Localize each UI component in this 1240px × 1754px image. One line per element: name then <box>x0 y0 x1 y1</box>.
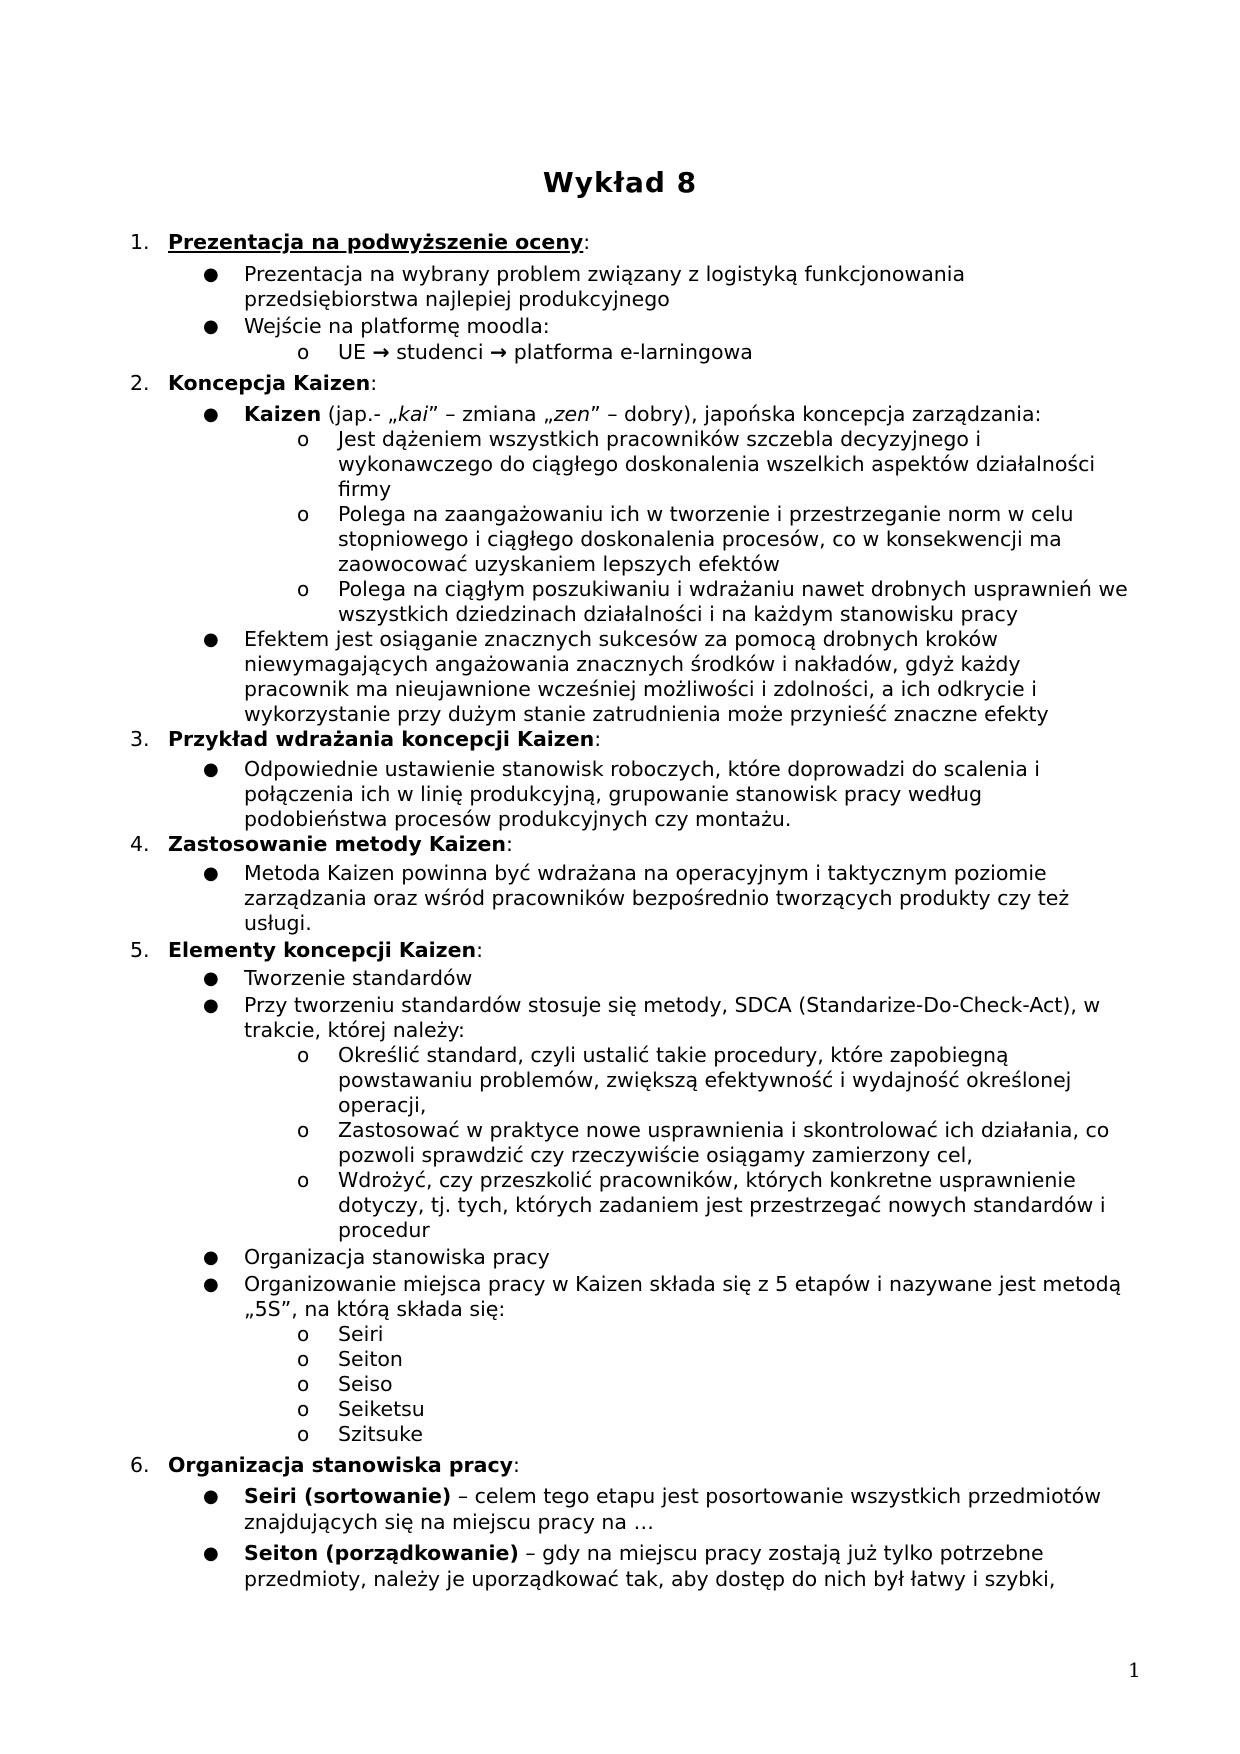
text-line: usługi. <box>244 911 312 935</box>
arrow-right-icon: → <box>490 340 508 364</box>
text-line: Organizowanie miejsca pracy w Kaizen składa się z 5 etapów i nazywane jest metodą <box>244 1272 1122 1296</box>
text-line: zarządzania oraz wśród pracowników bezpośrednio tworzących produkty czy też <box>244 886 1070 910</box>
text-line: Polega na ciągłym poszukiwaniu i wdrażaniu nawet drobnych usprawnień we <box>338 577 1128 601</box>
text-line: operacji, <box>338 1093 427 1117</box>
sub-bullet: o <box>297 1118 310 1142</box>
text-line: zaowocować uzyskaniem lepszych efektów <box>338 552 780 576</box>
section-number: 1. <box>130 230 150 254</box>
arrow-right-icon: → <box>372 340 390 364</box>
bullet: ● <box>203 968 219 989</box>
text-line: dotyczy, tj. tych, których zadaniem jest przestrzegać nowych standardów i <box>338 1193 1106 1217</box>
list-item: Seiketsu <box>338 1397 425 1421</box>
text-line: wszystkich dziedzinach działalności i na każdym stanowisku pracy <box>338 602 1018 626</box>
sub-bullet: o <box>297 1372 310 1396</box>
bullet: ● <box>203 759 219 780</box>
text-line: Odpowiednie ustawienie stanowisk roboczych, które doprowadzi do scalenia i <box>244 757 1040 781</box>
page-number: 1 <box>1128 1658 1141 1682</box>
sub-bullet: o <box>297 502 310 526</box>
text-line: procedur <box>338 1218 430 1242</box>
bullet: ● <box>203 1274 219 1295</box>
text-line: przedsiębiorstwa najlepiej produkcyjnego <box>244 287 670 311</box>
text-line: pracownik ma nieujawnione wcześniej możliwości i zdolności, a ich odkrycie i <box>244 677 1037 701</box>
section-heading: Organizacja stanowiska pracy: <box>168 1453 520 1477</box>
bullet: ● <box>203 264 219 285</box>
text-line: Organizacja stanowiska pracy <box>244 1245 550 1269</box>
bullet: ● <box>203 1247 219 1268</box>
sub-bullet: o <box>297 340 310 364</box>
text-line: Wdrożyć, czy przeszkolić pracowników, których konkretne usprawnienie <box>338 1168 1076 1192</box>
text-line: połączenia ich w linię produkcyjną, grupowanie stanowisk pracy według <box>244 782 983 806</box>
section-heading: Koncepcja Kaizen: <box>168 371 378 395</box>
text-line: Prezentacja na wybrany problem związany z logistyką funkcjonowania <box>244 262 966 286</box>
section-number: 2. <box>130 371 150 395</box>
text-line: przedmioty, należy je uporządkować tak, aby dostęp do nich był łatwy i szybki, <box>244 1567 1056 1591</box>
text-line: powstawaniu problemów, zwiększą efektywność i wydajność określonej <box>338 1068 1072 1092</box>
list-item: Seiri <box>338 1322 384 1346</box>
text-line: podobieństwa procesów produkcyjnych czy montażu. <box>244 807 792 831</box>
text-line: Przy tworzeniu standardów stosuje się metody, SDCA (Standarize-Do-Check-Act), w <box>244 993 1101 1017</box>
sub-bullet: o <box>297 577 310 601</box>
bullet: ● <box>203 404 219 425</box>
section-number: 3. <box>130 727 150 751</box>
sub-bullet: o <box>297 1322 310 1346</box>
text-line: Kaizen (jap.- „kai” – zmiana „zen” – dobry), japońska koncepcja zarządzania: <box>244 402 1042 426</box>
section-heading: Zastosowanie metody Kaizen: <box>168 832 513 856</box>
text-line: Efektem jest osiąganie znacznych sukcesów za pomocą drobnych kroków <box>244 627 998 651</box>
text-line: wykonawczego do ciągłego doskonalenia wszelkich aspektów działalności <box>338 452 1096 476</box>
list-item: Seiton <box>338 1347 403 1371</box>
sub-bullet: o <box>297 1422 310 1446</box>
list-item: Szitsuke <box>338 1422 423 1446</box>
text-line: Wejście na platformę moodla: <box>244 314 550 338</box>
sub-bullet: o <box>297 1347 310 1371</box>
bullet: ● <box>203 995 219 1016</box>
text-line: Zastosować w praktyce nowe usprawnienia i skontrolować ich działania, co <box>338 1118 1110 1142</box>
text-line: Polega na zaangażowaniu ich w tworzenie i przestrzeganie norm w celu <box>338 502 1074 526</box>
page-title: Wykład 8 <box>542 166 698 199</box>
section-heading: Przykład wdrażania koncepcji Kaizen: <box>168 727 602 751</box>
text-line: wykorzystanie przy dużym stanie zatrudnienia może przynieść znaczne efekty <box>244 702 1049 726</box>
text-line: firmy <box>338 477 392 501</box>
text-line: niewymagających angażowania znacznych środków i nakładów, gdyż każdy <box>244 652 1021 676</box>
list-item: Seiso <box>338 1372 393 1396</box>
section-number: 6. <box>130 1453 150 1477</box>
text-line: „5S”, na którą składa się: <box>244 1297 506 1321</box>
text-line: Seiri (sortowanie) – celem tego etapu jest posortowanie wszystkich przedmiotów <box>244 1484 1101 1508</box>
text-line: Metoda Kaizen powinna być wdrażana na operacyjnym i taktycznym poziomie <box>244 861 1047 885</box>
section-number: 5. <box>130 938 150 962</box>
text-line: Jest dążeniem wszystkich pracowników szczebla decyzyjnego i <box>338 427 982 451</box>
text-line: trakcie, której należy: <box>244 1018 465 1042</box>
text-line: Określić standard, czyli ustalić takie procedury, które zapobiegną <box>338 1043 1009 1067</box>
section-heading: Elementy koncepcji Kaizen: <box>168 938 484 962</box>
sub-bullet: o <box>297 427 310 451</box>
bullet: ● <box>203 316 219 337</box>
sub-bullet: o <box>297 1397 310 1421</box>
bullet: ● <box>203 1486 219 1507</box>
text-line: Seiton (porządkowanie) – gdy na miejscu pracy zostają już tylko potrzebne <box>244 1541 1044 1565</box>
text-line: pozwoli sprawdzić czy rzeczywiście osiągamy zamierzony cel, <box>338 1143 973 1167</box>
text-line: znajdujących się na miejscu pracy na … <box>244 1510 654 1534</box>
section-heading: Prezentacja na podwyższenie oceny: <box>168 230 591 254</box>
text-line: Tworzenie standardów <box>244 966 473 990</box>
sub-bullet: o <box>297 1043 310 1067</box>
section-number: 4. <box>130 832 150 856</box>
bullet: ● <box>203 629 219 650</box>
navigation-path: UE → studenci → platforma e-larningowa <box>338 340 753 364</box>
bullet: ● <box>203 863 219 884</box>
text-line: stopniowego i ciągłego doskonalenia procesów, co w konsekwencji ma <box>338 527 1062 551</box>
bullet: ● <box>203 1543 219 1564</box>
sub-bullet: o <box>297 1168 310 1192</box>
